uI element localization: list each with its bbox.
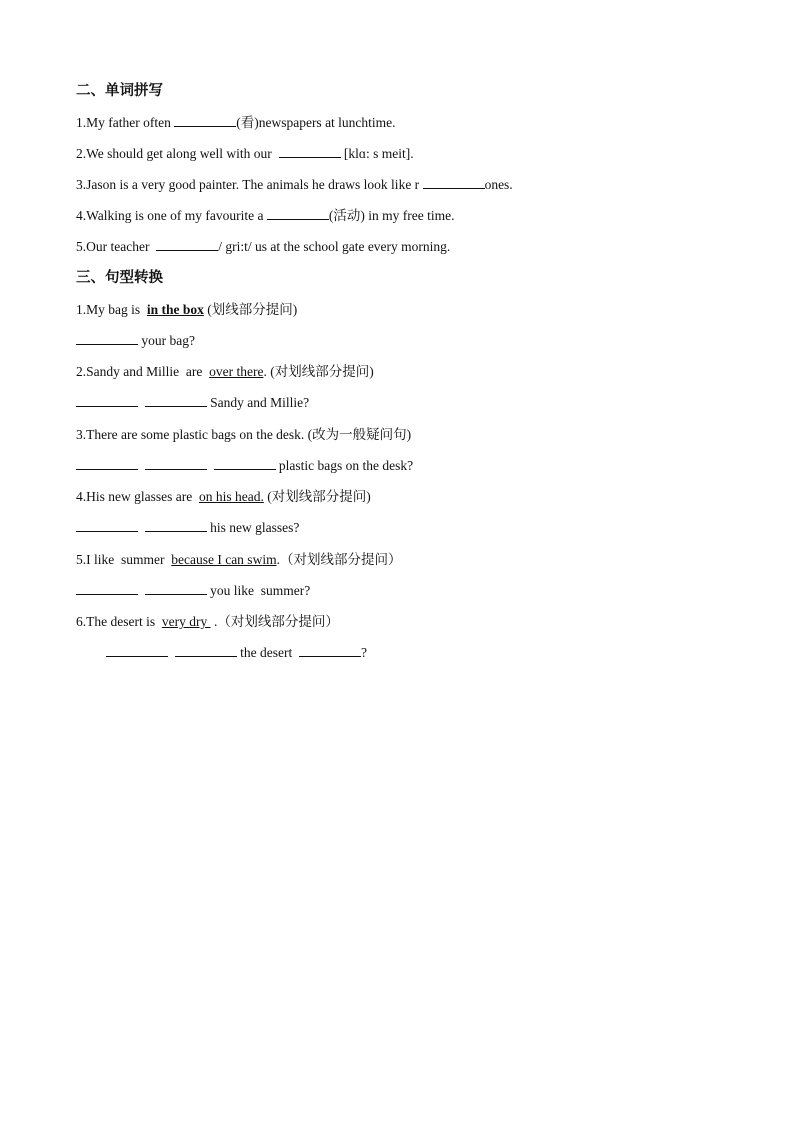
answer-blank[interactable] [174, 114, 236, 127]
s2-question-3: 3.Jason is a very good painter. The animals he draws look like r ones. [76, 177, 513, 192]
answer-blank[interactable] [279, 145, 341, 158]
answer-blank[interactable] [76, 457, 138, 470]
s3-answer-2: Sandy and Millie? [76, 394, 309, 412]
s3-answer-3: plastic bags on the desk? [76, 457, 413, 475]
section-3-title: 三、句型转换 [76, 270, 163, 286]
underlined-part: on his head. [198, 489, 264, 504]
answer-blank[interactable] [76, 332, 138, 345]
s3-answer-5: you like summer? [76, 582, 310, 600]
answer-blank[interactable] [145, 457, 207, 470]
s3-question-6: 6.The desert is very dry .（对划线部分提问） [76, 614, 339, 629]
section-2-title: 二、单词拼写 [76, 83, 163, 99]
answer-blank[interactable] [106, 644, 168, 657]
answer-blank[interactable] [423, 176, 485, 189]
underlined-part: very dry [161, 614, 211, 629]
answer-blank[interactable] [267, 207, 329, 220]
s3-question-4: 4.His new glasses are on his head. (对划线部分提问) [76, 489, 371, 504]
answer-blank[interactable] [214, 457, 276, 470]
underlined-part: in the box [146, 302, 204, 317]
s2-question-4: 4.Walking is one of my favourite a (活动) in my free time. [76, 208, 455, 223]
s3-question-5: 5.I like summer because I can swim.（对划线部分提问） [76, 552, 402, 567]
answer-blank[interactable] [76, 519, 138, 532]
answer-blank[interactable] [76, 582, 138, 595]
answer-blank[interactable] [145, 582, 207, 595]
s3-answer-1: your bag? [76, 332, 195, 350]
answer-blank[interactable] [299, 644, 361, 657]
s3-question-1: 1.My bag is in the box (划线部分提问) [76, 302, 298, 317]
underlined-part: because I can swim [171, 552, 277, 567]
answer-blank[interactable] [145, 519, 207, 532]
answer-blank[interactable] [145, 394, 207, 407]
answer-blank[interactable] [156, 238, 218, 251]
s3-answer-6: the desert ? [106, 644, 367, 662]
answer-blank[interactable] [76, 394, 138, 407]
s3-question-2: 2.Sandy and Millie are over there. (对划线部分提问) [76, 364, 374, 379]
s3-answer-4: his new glasses? [76, 519, 299, 537]
answer-blank[interactable] [175, 644, 237, 657]
underlined-part: over there [209, 364, 264, 379]
s2-question-1: 1.My father often (看)newspapers at lunchtime. [76, 115, 396, 130]
s2-question-5: 5.Our teacher / gri:t/ us at the school gate every morning. [76, 239, 451, 254]
s2-question-2: 2.We should get along well with our [klɑ: s meit]. [76, 146, 414, 161]
s3-question-3: 3.There are some plastic bags on the desk. (改为一般疑问句) [76, 427, 412, 442]
